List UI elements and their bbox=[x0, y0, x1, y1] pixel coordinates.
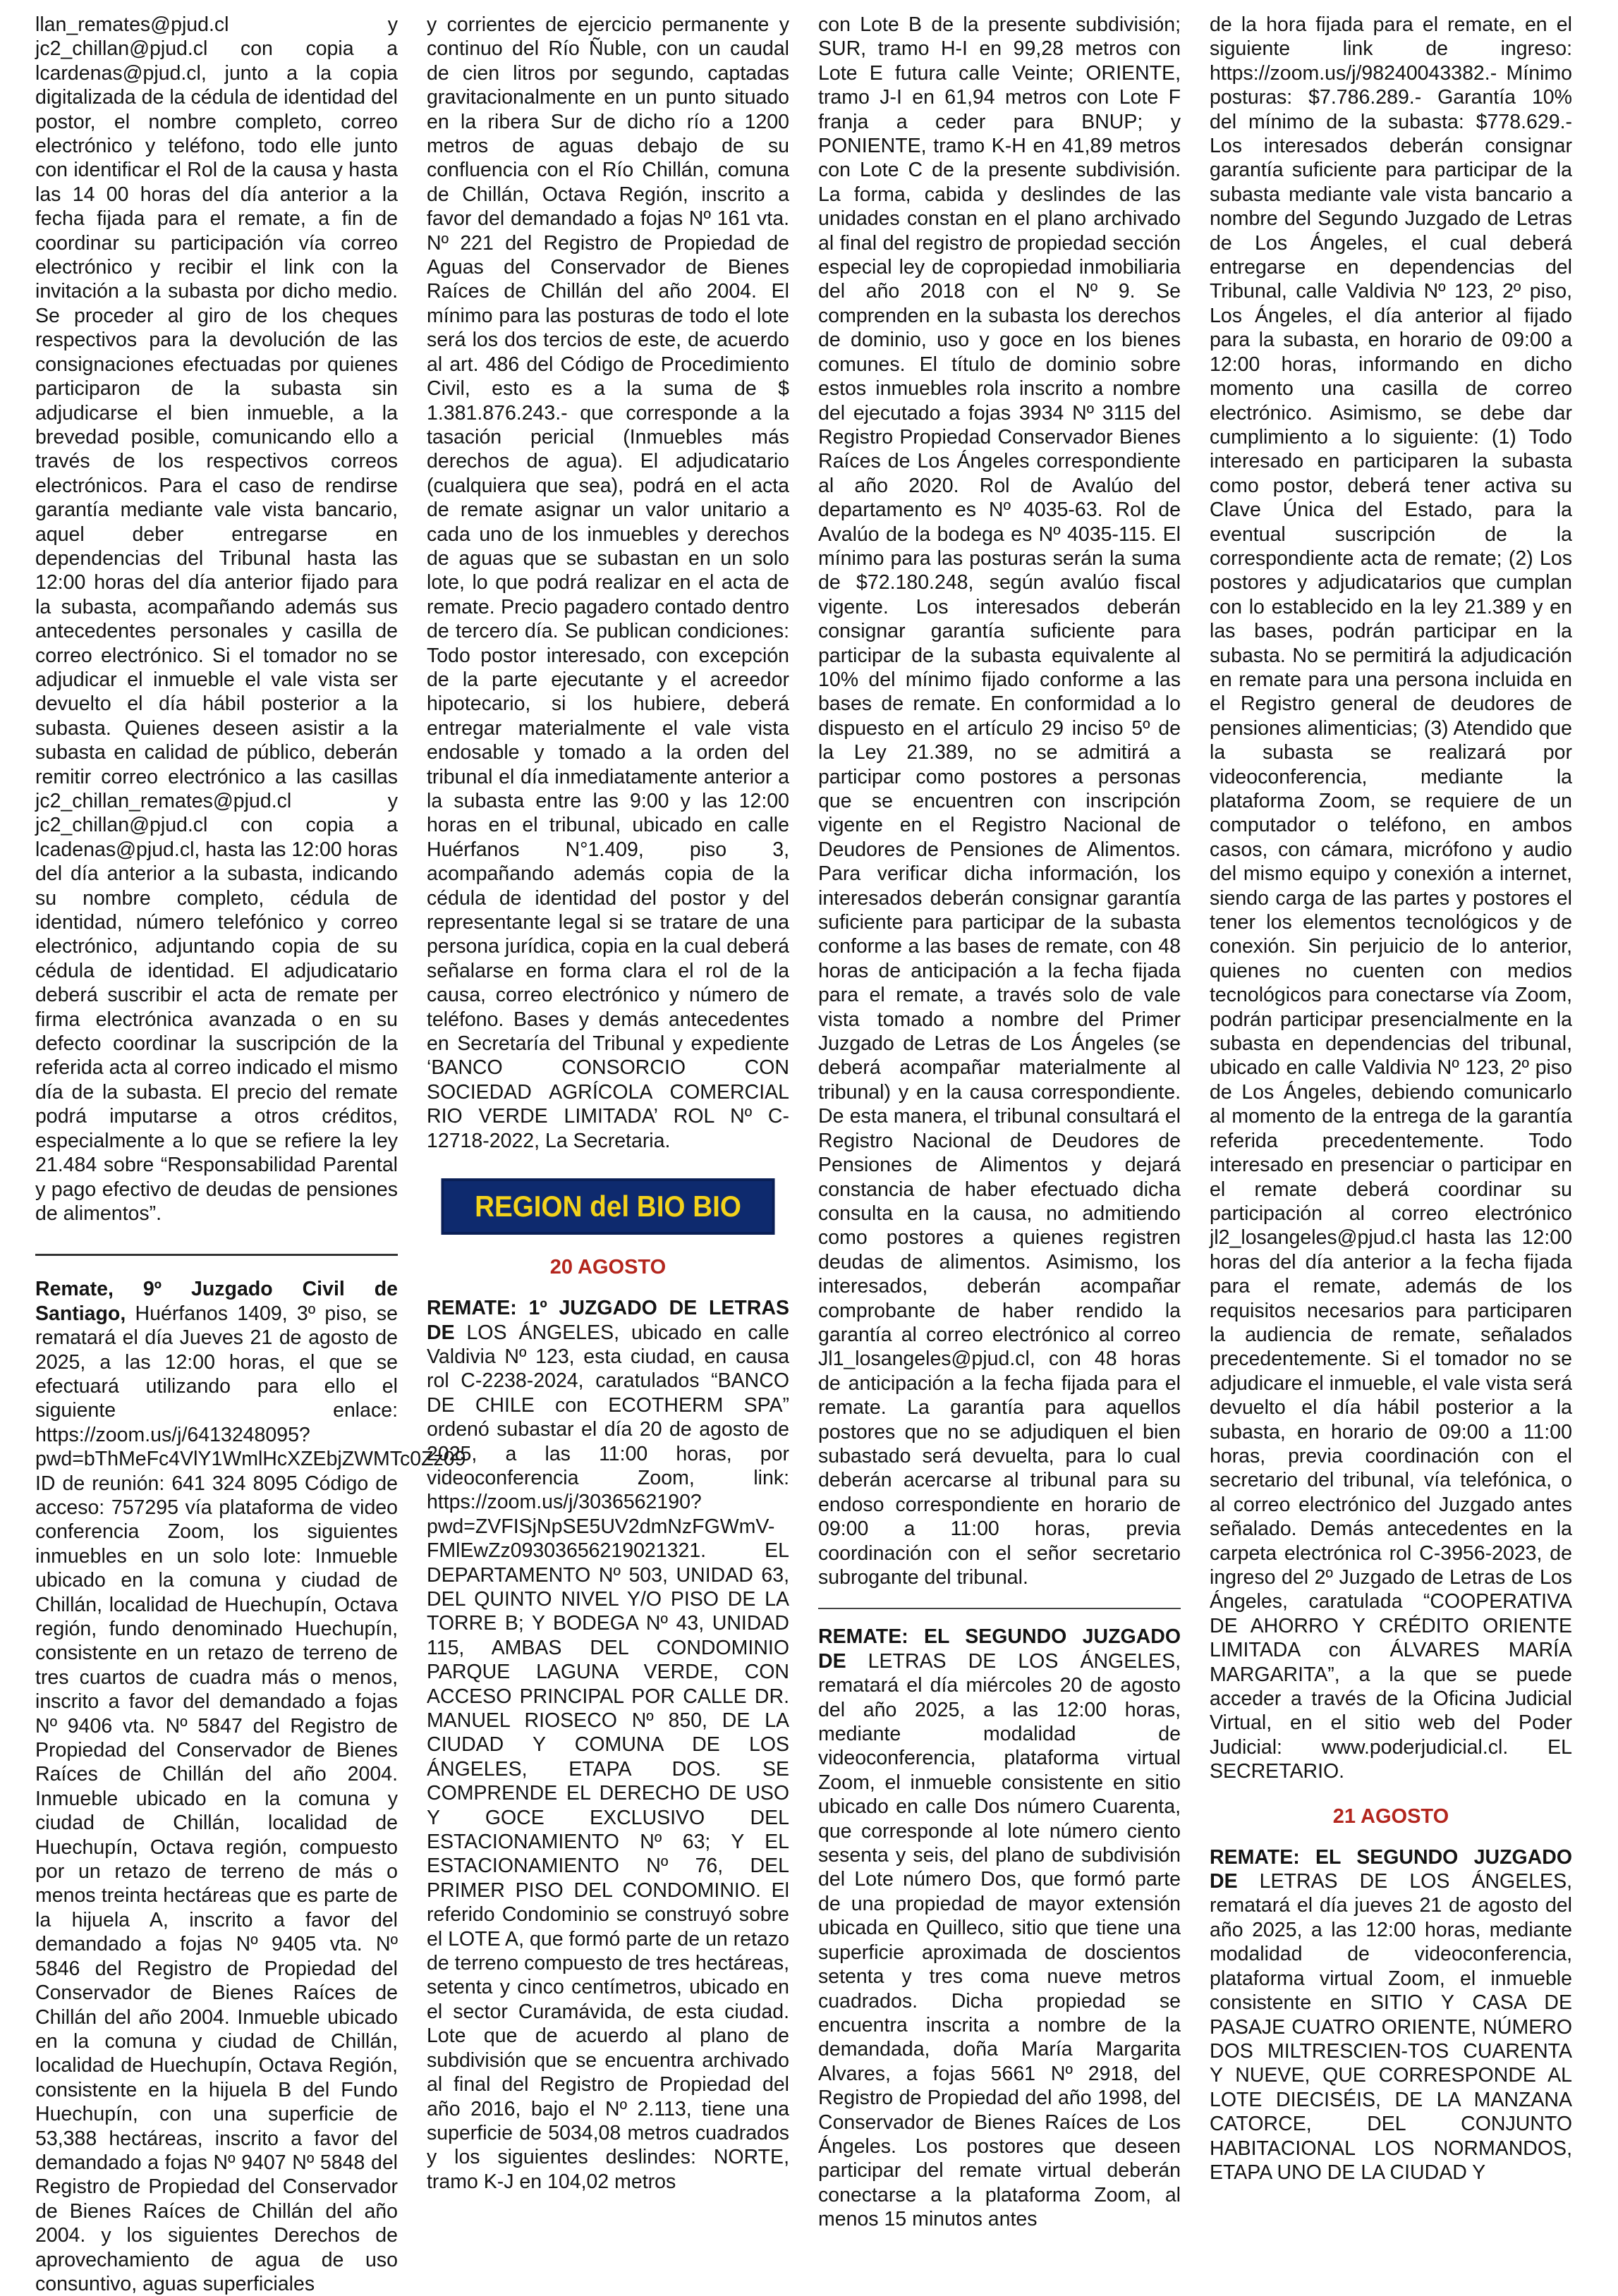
notice-text bbox=[427, 1296, 789, 2194]
notice-text bbox=[1210, 1845, 1572, 2185]
column-2 bbox=[427, 13, 789, 2194]
date-heading: 20 AGOSTO bbox=[549, 1256, 667, 1279]
notice-text: y corrientes de ejercicio permanente y continuo del Río Ñuble, con un caudal de cien litros por segundo, captadas gravitacionalmente en un punto situado en la ribera Sur de dicho río a 1200 metros de aguas debajo de su confluencia con el Río Chillán, comuna de Chillán, Octava Región, inscrito a favor del demandado a fojas Nº 161 vta. Nº 221 del Registro de Propiedad de Aguas del Conservador de Bienes Raíces de Chillán del año 2004. El mínimo para las posturas de todo el lote será los dos tercios de este, de acuerdo al art. 486 del Código de Procedimiento Civil, esto es a la suma de $ 1.381.876.243.- que corresponde a la tasación pericial (Inmuebles más derechos de agua). El adjudicatario (cualquiera que sea), podrá en el acta de remate asignar un valor unitario a cada uno de los inmuebles y derechos de aguas que se subastan en un solo lote, lo que podrá realizar en el acta de remate. Precio pagadero contado dentro de tercero día. Se publican condiciones: Todo postor interesado, con excepción de la parte ejecutante y el acreedor hipotecario, si los hubiere, deberá entregar materialmente el vale vista endosable y tomado a la orden del tribunal el día inmediatamente anterior a la subasta entre las 9:00 y las 12:00 horas en el tribunal, ubicado en calle Huérfanos N°1.409, piso 3, acompañando además copia de la cédula de identidad del postor y del representante legal si se tratare de una persona jurídica, copia en la cual deberá señalarse en forma clara el rol de la causa, correo electrónico y número de teléfono. Bases y demás antecedentes en Secretaría del Tribunal y expediente ‘BANCO CONSORCIO CON SOCIEDAD AGRÍCOLA COMERCIAL RIO VERDE LIMITADA’ ROL Nº C-12718-2022, La Secretaria. bbox=[427, 13, 789, 1152]
notice-heading: REMATE: EL SEGUNDO JUZGADO DE bbox=[818, 1625, 1181, 1673]
notice-heading: REMATE: EL SEGUNDO JUZGADO DE bbox=[1210, 1845, 1572, 1893]
column-1 bbox=[35, 13, 466, 2296]
notice-body: Huérfanos 1409, 3º piso, se rematará el día Jueves 21 de agosto de 2025, a las 12:00 horas, el que se efectuará utilizando para ello el siguiente enlace: https://zoom.us/j/6413248095?pwd=bThMeFc4VlY1WmlHcXZEbjZWMTc0Zz09 ID de reunión: 641 324 8095 Código de acceso: 757295 vía plataforma de video conferencia Zoom, los siguientes inmuebles en un solo lote: Inmueble ubicado en la comuna y ciudad de Chillán, localidad de Huechupín, Octava región, fundo denominado Huechupín, consistente en un retazo de terreno de tres cuartos de cuadra más o menos, inscrito a favor del demandado a fojas Nº 9406 vta. Nº 5847 del Registro de Propiedad del Conservador de Bienes Raíces de Chillán del año 2004. Inmueble ubicado en la comuna y ciudad de Chillán, localidad de Huechupín, Octava región, compuesto por un retazo de terreno de más o menos treinta hectáreas que es parte de la hijuela A, inscrito a favor del demandado a fojas Nº 9405 vta. Nº 5846 del Registro de Propiedad del Conservador de Bienes Raíces de Chillán del año 2004. Inmueble ubicado en la comuna y ciudad de Chillán, localidad de Huechupín, Octava Región, consistente en la hijuela B del Fundo Huechupín, con una superficie de 53,388 hectáreas, inscrito a favor del demandado a fojas Nº 9407 Nº 5848 del Registro de Propiedad del Conservador de Bienes Raíces de Chillán del año 2004. y los siguientes Derechos de aprovechamiento de agua de uso consuntivo, aguas superficiales bbox=[35, 1302, 466, 2295]
notice-body: LETRAS DE LOS ÁNGELES, rematará el día miércoles 20 de agosto del año 2025, a las 12:00 horas, mediante modalidad de videoconferencia, plataforma virtual Zoom, el inmueble consistente en sitio ubicado en calle Dos número Cuarenta, que corresponde al lote número ciento sesenta y seis, del plano de subdivisión del Lote número Dos, que formó parte de una propiedad de mayor extensión ubicada en Quilleco, sitio que tiene una superficie aproximada de doscientos setenta y tres coma nueve metros cuadrados. Dicha propiedad se encuentra inscrita a nombre de la demandada, doña María Margarita Alvares, a fojas 5661 Nº 2918, del Registro de Propiedad del año 1998, del Conservador de Bienes Raíces de Los Ángeles. Los postores que deseen participar del remate virtual deberán conectarse a la plataforma Zoom, al menos 15 minutos antes bbox=[818, 1649, 1181, 2231]
notice-text: llan_remates@pjud.cl y jc2_chillan@pjud.cl con copia a lcardenas@pjud.cl, junto a la copia digitalizada de la cédula de identidad del postor, el nombre completo, correo electrónico y teléfono, todo elle junto con identificar el Rol de la causa y hasta las 14 00 horas del día anterior a la fecha fijada para el remate, a fin de coordinar su participación vía correo electrónico y recibir el link con la invitación a la subasta por dicho medio. Se proceder al giro de los cheques respectivos para la devolución de las consignaciones efectuadas por quienes participaron de la subasta sin adjudicarse el bien inmueble, a la brevedad posible, comunicando ello a través de los respectivos correos electrónicos. Para el caso de rendirse garantía mediante vale vista bancario, aquel deber entregarse en dependencias del Tribunal hasta las 12:00 horas del día anterior fijado para la subasta, acompañando además sus antecedentes personales y casilla de correo electrónico. Si el tomador no se adjudicar el inmueble el vale vista ser devuelto el día hábil posterior a la subasta. Quienes deseen asistir a la subasta en calidad de público, deberán remitir correo electrónico a las casillas jc2_chillan_remates@pjud.cl y jc2_chillan@pjud.cl con copia a lcadenas@pjud.cl, hasta las 12:00 horas del día anterior a la subasta, indicando su nombre completo, cédula de identidad, número telefónico y correo electrónico, adjuntando copia de su cédula de identidad. El adjudicatario deberá suscribir el acta de remate per firma electrónica avanzada o en su defecto coordinar la suscripción de la referida acta al correo indicado el mismo día de la subasta. El precio del remate podrá imputarse a otros créditos, especialmente a lo que se refiere la ley 21.484 sobre “Responsabilidad Parental y pago efectivo de deudas de pensiones de alimentos”. bbox=[35, 13, 398, 1225]
divider bbox=[818, 1608, 1181, 1609]
column-4 bbox=[1210, 13, 1572, 2185]
notice-heading: Remate, 9º Juzgado Civil de Santiago, bbox=[35, 1278, 398, 1325]
region-banner: REGION del BIO BIO bbox=[442, 1178, 775, 1235]
date-heading: 21 AGOSTO bbox=[1332, 1805, 1449, 1828]
notice-heading: REMATE: 1º JUZGADO DE LETRAS DE bbox=[427, 1297, 789, 1344]
divider bbox=[35, 1254, 398, 1256]
notice-text bbox=[818, 1625, 1181, 2231]
column-3 bbox=[818, 13, 1181, 2232]
notice-body: LOS ÁNGELES, ubicado en calle Valdivia Nº 123, esta ciudad, en causa rol C-2238-2024, caratulados “BANCO DE CHILE con ECOTHERM SPA” ordenó subastar el día 20 de agosto de 2025, a las 11:00 horas, por videoconferencia Zoom, link: https://zoom.us/j/3036562190?pwd=ZVFISjNpSE5UV2dmNzFGWmV-FMlEwZz09303656219021321. EL DEPARTAMENTO Nº 503, UNIDAD 63, DEL QUINTO NIVEL Y/O PISO DE LA TORRE B; Y BODEGA Nº 43, UNIDAD 115, AMBAS DEL CONDOMINIO PARQUE LAGUNA VERDE, CON ACCESO PRINCIPAL POR CALLE DR. MANUEL RIOSECO Nº 850, DE LA CIUDAD Y COMUNA DE LOS ÁNGELES, ETAPA DOS. SE COMPRENDE EL DERECHO DE USO Y GOCE EXCLUSIVO DEL ESTACIONAMIENTO Nº 63; Y EL ESTACIONAMIENTO Nº 76, DEL PRIMER PISO DEL CONDOMINIO. El referido Condominio se construyó sobre el LOTE A, que formó parte de un retazo de terreno compuesto de tres hectáreas, setenta y cinco centímetros, ubicado en el sector Curamávida, de esta ciudad. Lote que de acuerdo al plano de subdivisión que se encuentra archivado al final del Registro de Propiedad del año 2016, bajo el Nº 2.113, tiene una superficie de 5034,08 metros cuadrados y los siguientes deslindes: NORTE, tramo K-J en 104,02 metros bbox=[427, 1321, 789, 2193]
notice-text: con Lote B de la presente subdivisión; SUR, tramo H-I en 99,28 metros con Lote E futura calle Veinte; ORIENTE, tramo J-I en 61,94 metros con Lote F franja a ceder para BNUP; y PONIENTE, tramo K-H en 41,89 metros con Lote C de la presente subdivisión. La forma, cabida y deslindes de las unidades constan en el plano archivado al final del registro de propiedad sección especial ley de copropiedad inmobiliaria del año 2018 con el Nº 9. Se comprenden en la subasta los derechos de dominio, uso y goce en los bienes comunes. El título de dominio sobre estos inmuebles rola inscrito a nombre del ejecutado a fojas 3934 Nº 3115 del Registro Propiedad Conservador Bienes Raíces de Los Ángeles correspondiente al año 2020. Rol de Avalúo del departamento es Nº 4035-63. Rol de Avalúo de la bodega es Nº 4035-115. El mínimo para las posturas serán la suma de $72.180.248, según avalúo fiscal vigente. Los interesados deberán consignar garantía suficiente para participar de la subasta equivalente al 10% del mínimo fijado conforme a las bases de remate. En conformidad a lo dispuesto en el artículo 29 inciso 5º de la Ley 21.389, no se admitirá a participar como postores a personas que se encuentren con inscripción vigente en el Registro Nacional de Deudores de Pensiones de Alimentos. Para verificar dicha información, los interesados deberán consignar garantía suficiente para participar de la subasta conforme a las bases de remate, con 48 horas de anticipación a la fecha fijada para el remate, a través solo de vale vista tomado a nombre del Primer Juzgado de Letras de Los Ángeles (se deberá acompañar materialmente al tribunal) y en la causa correspondiente. De esta manera, el tribunal consultará el Registro Nacional de Deudores de Pensiones de Alimentos y dejará constancia de haber efectuado dicha consulta en la causa, no admitiendo como postores a quienes registren deudas de alimentos. Asimismo, los interesados, deberán acompañar comprobante de haber rendido la garantía al correo electrónico al correo Jl1_losangeles@pjud.cl, con 48 horas de anticipación a la fecha fijada para el remate. La garantía para aquellos postores que no se adjudiquen el bien subastado será devuelta, para lo cual deberán acercarse al tribunal para su endoso correspondiente en horario de 09:00 a 11:00 horas, previa coordinación con el señor secretario subrogante del tribunal. bbox=[818, 13, 1181, 1589]
notice-body: LETRAS DE LOS ÁNGELES, rematará el día jueves 21 de agosto del año 2025, a las 12:00 horas, mediante modalidad de videoconferencia, plataforma virtual Zoom, el inmueble consistente en SITIO Y CASA DE PASAJE CUATRO ORIENTE, NÚMERO DOS MILTRESCIEN-TOS CUARENTA Y NUEVE, QUE CORRESPONDE AL LOTE DIECISÉIS, DE LA MANZANA CATORCE, DEL CONJUNTO HABITACIONAL LOS NORMANDOS, ETAPA UNO DE LA CIUDAD Y bbox=[1210, 1870, 1572, 2184]
notice-text: de la hora fijada para el remate, en el siguiente link de ingreso: https://zoom.us/j/98240043382.- Mínimo posturas: $7.786.289.- Garantía 10% del mínimo de la subasta: $778.629.- Los interesados deberán consignar garantía suficiente para participar de la subasta mediante vale vista bancario a nombre del Segundo Juzgado de Letras de Los Ángeles, el cual deberá entregarse en dependencias del Tribunal, calle Valdivia Nº 123, 2º piso, Los Ángeles, el día anterior al fijado para la subasta, en horario de 09:00 a 12:00 horas, informando en dicho momento una casilla de correo electrónico. Asimismo, se debe dar cumplimiento a lo siguiente: (1) Todo interesado en participaren la subasta como postor, deberá tener activa su Clave Única del Estado, para la eventual suscripción de la correspondiente acta de remate; (2) Los postores y adjudicatarios que cumplan con lo establecido en la ley 21.389 y en las bases, podrán participar en la subasta. No se permitirá la adjudicación en remate para una persona incluida en el Registro general de deudores de pensiones alimenticias; (3) Atendido que la subasta se realizará por videoconferencia, mediante la plataforma Zoom, se requiere de un computador o teléfono, en ambos casos, con cámara, micrófono y audio del mismo equipo y conexión a internet, siendo carga de las partes y postores el tener los elementos tecnológicos y de conexión. Sin perjuicio de lo anterior, quienes no cuenten con medios tecnológicos para conectarse vía Zoom, podrán participar presencialmente en la subasta en dependencias del tribunal, ubicado en calle Valdivia Nº 123, 2º piso de Los Ángeles, debiendo comunicarlo al momento de la entrega de la garantía referida precedentemente. Todo interesado en presenciar o participar en el remate deberá coordinar su participación al correo electrónico jl2_losangeles@pjud.cl hasta las 12:00 horas del día anterior a la fecha fijada para el remate, además de los requisitos necesarios para participaren la audiencia de remate, señalados precedentemente. Si el tomador no se adjudicare el inmueble, el vale vista será devuelto el día hábil posterior a la subasta, en horario de 09:00 a 11:00 horas, previa coordinación con el secretario del tribunal, vía telefónica, o al correo electrónico del Juzgado antes señalado. Demás antecedentes en la carpeta electrónica rol C-3956-2023, de ingreso del 2º Juzgado de Letras de Los Ángeles, caratulada “COOPERATIVA DE AHORRO Y CRÉDITO ORIENTE LIMITADA con ÁLVARES MARÍA MARGARITA”, a la que se puede acceder a través de la Oficina Judicial Virtual, en el sitio web del Poder Judicial: www.poderjudicial.cl. EL SECRETARIO. bbox=[1210, 13, 1572, 1783]
notice-text bbox=[35, 1277, 466, 2296]
